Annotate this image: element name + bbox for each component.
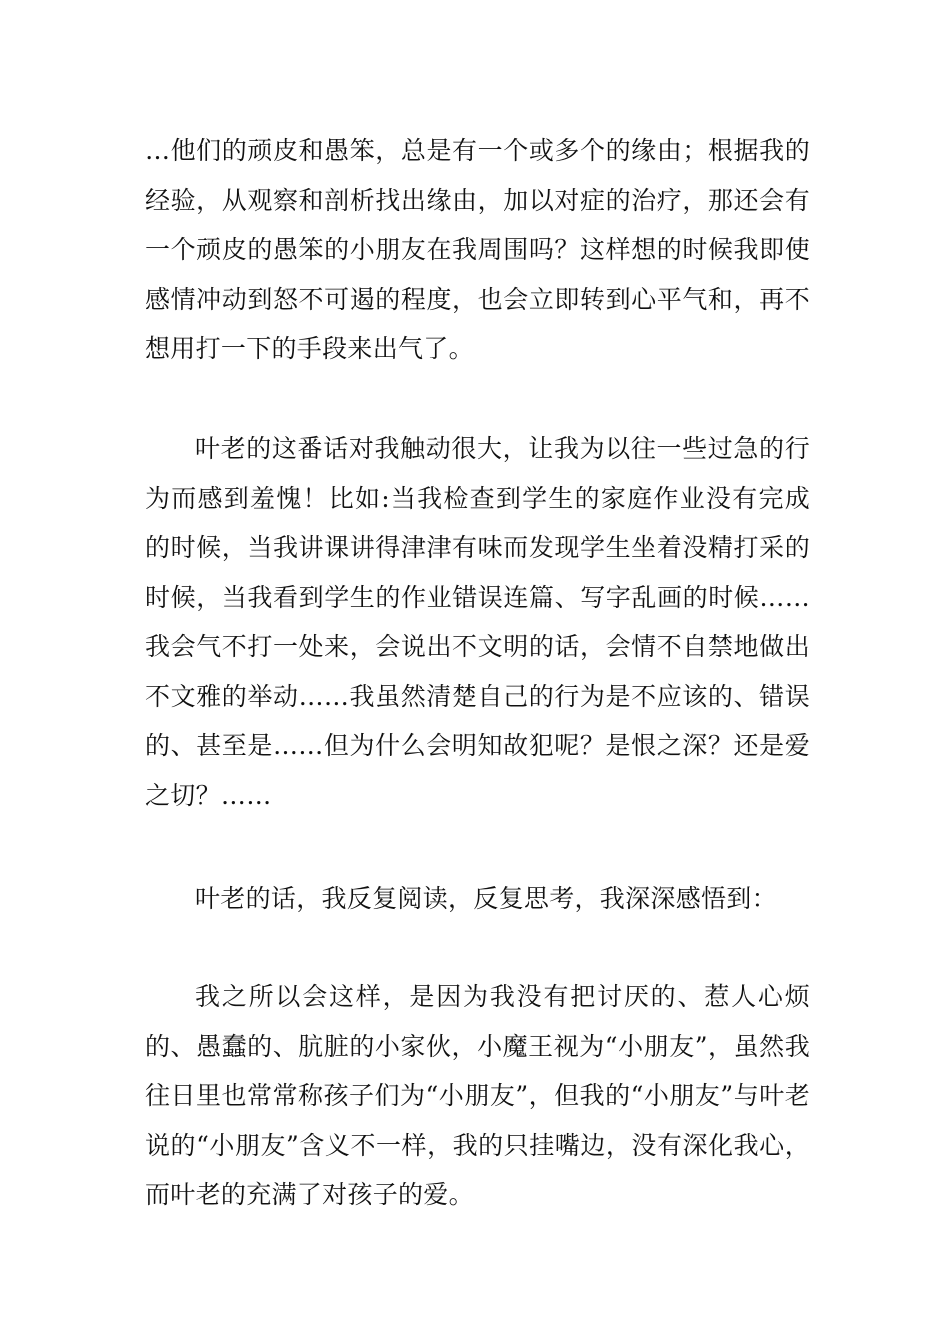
paragraph-realization: 叶老的话，我反复阅读，反复思考，我深深感悟到： (195, 884, 777, 913)
paragraph-continuation: …他们的顽皮和愚笨，总是有一个或多个的缘由；根据我的经验，从观察和剖析找出缘由，加以对症的治疗，那还会有一个顽皮的愚笨的小朋友在我周围吗？这样想的时候我即使感情冲动到怒不可遏的程度，也会立即转到心平气和，再不想用打一下的手段来出气了。 (145, 136, 810, 363)
paragraph-conclusion: 我之所以会这样，是因为我没有把讨厌的、惹人心烦的、愚蠢的、肮脏的小家伙，小魔王视为“小朋友”，虽然我往日里也常常称孩子们为“小朋友”，但我的“小朋友”与叶老说的“小朋友”含义不一样，我的只挂嘴边，没有深化我心，而叶老的充满了对孩子的爱。 (145, 982, 810, 1209)
paragraph-reflection: 叶老的这番话对我触动很大，让我为以往一些过急的行为而感到羞愧！比如:当我检查到学生的家庭作业没有完成的时候，当我讲课讲得津津有味而发现学生坐着没精打采的时候，当我看到学生的作业错误连篇、写字乱画的时候……我会气不打一处来，会说出不文明的话，会情不自禁地做出不文雅的举动……我虽然清楚自己的行为是不应该的、错误的、甚至是……但为什么会明知故犯呢？是恨之深？还是爱之切？…… (145, 434, 810, 810)
